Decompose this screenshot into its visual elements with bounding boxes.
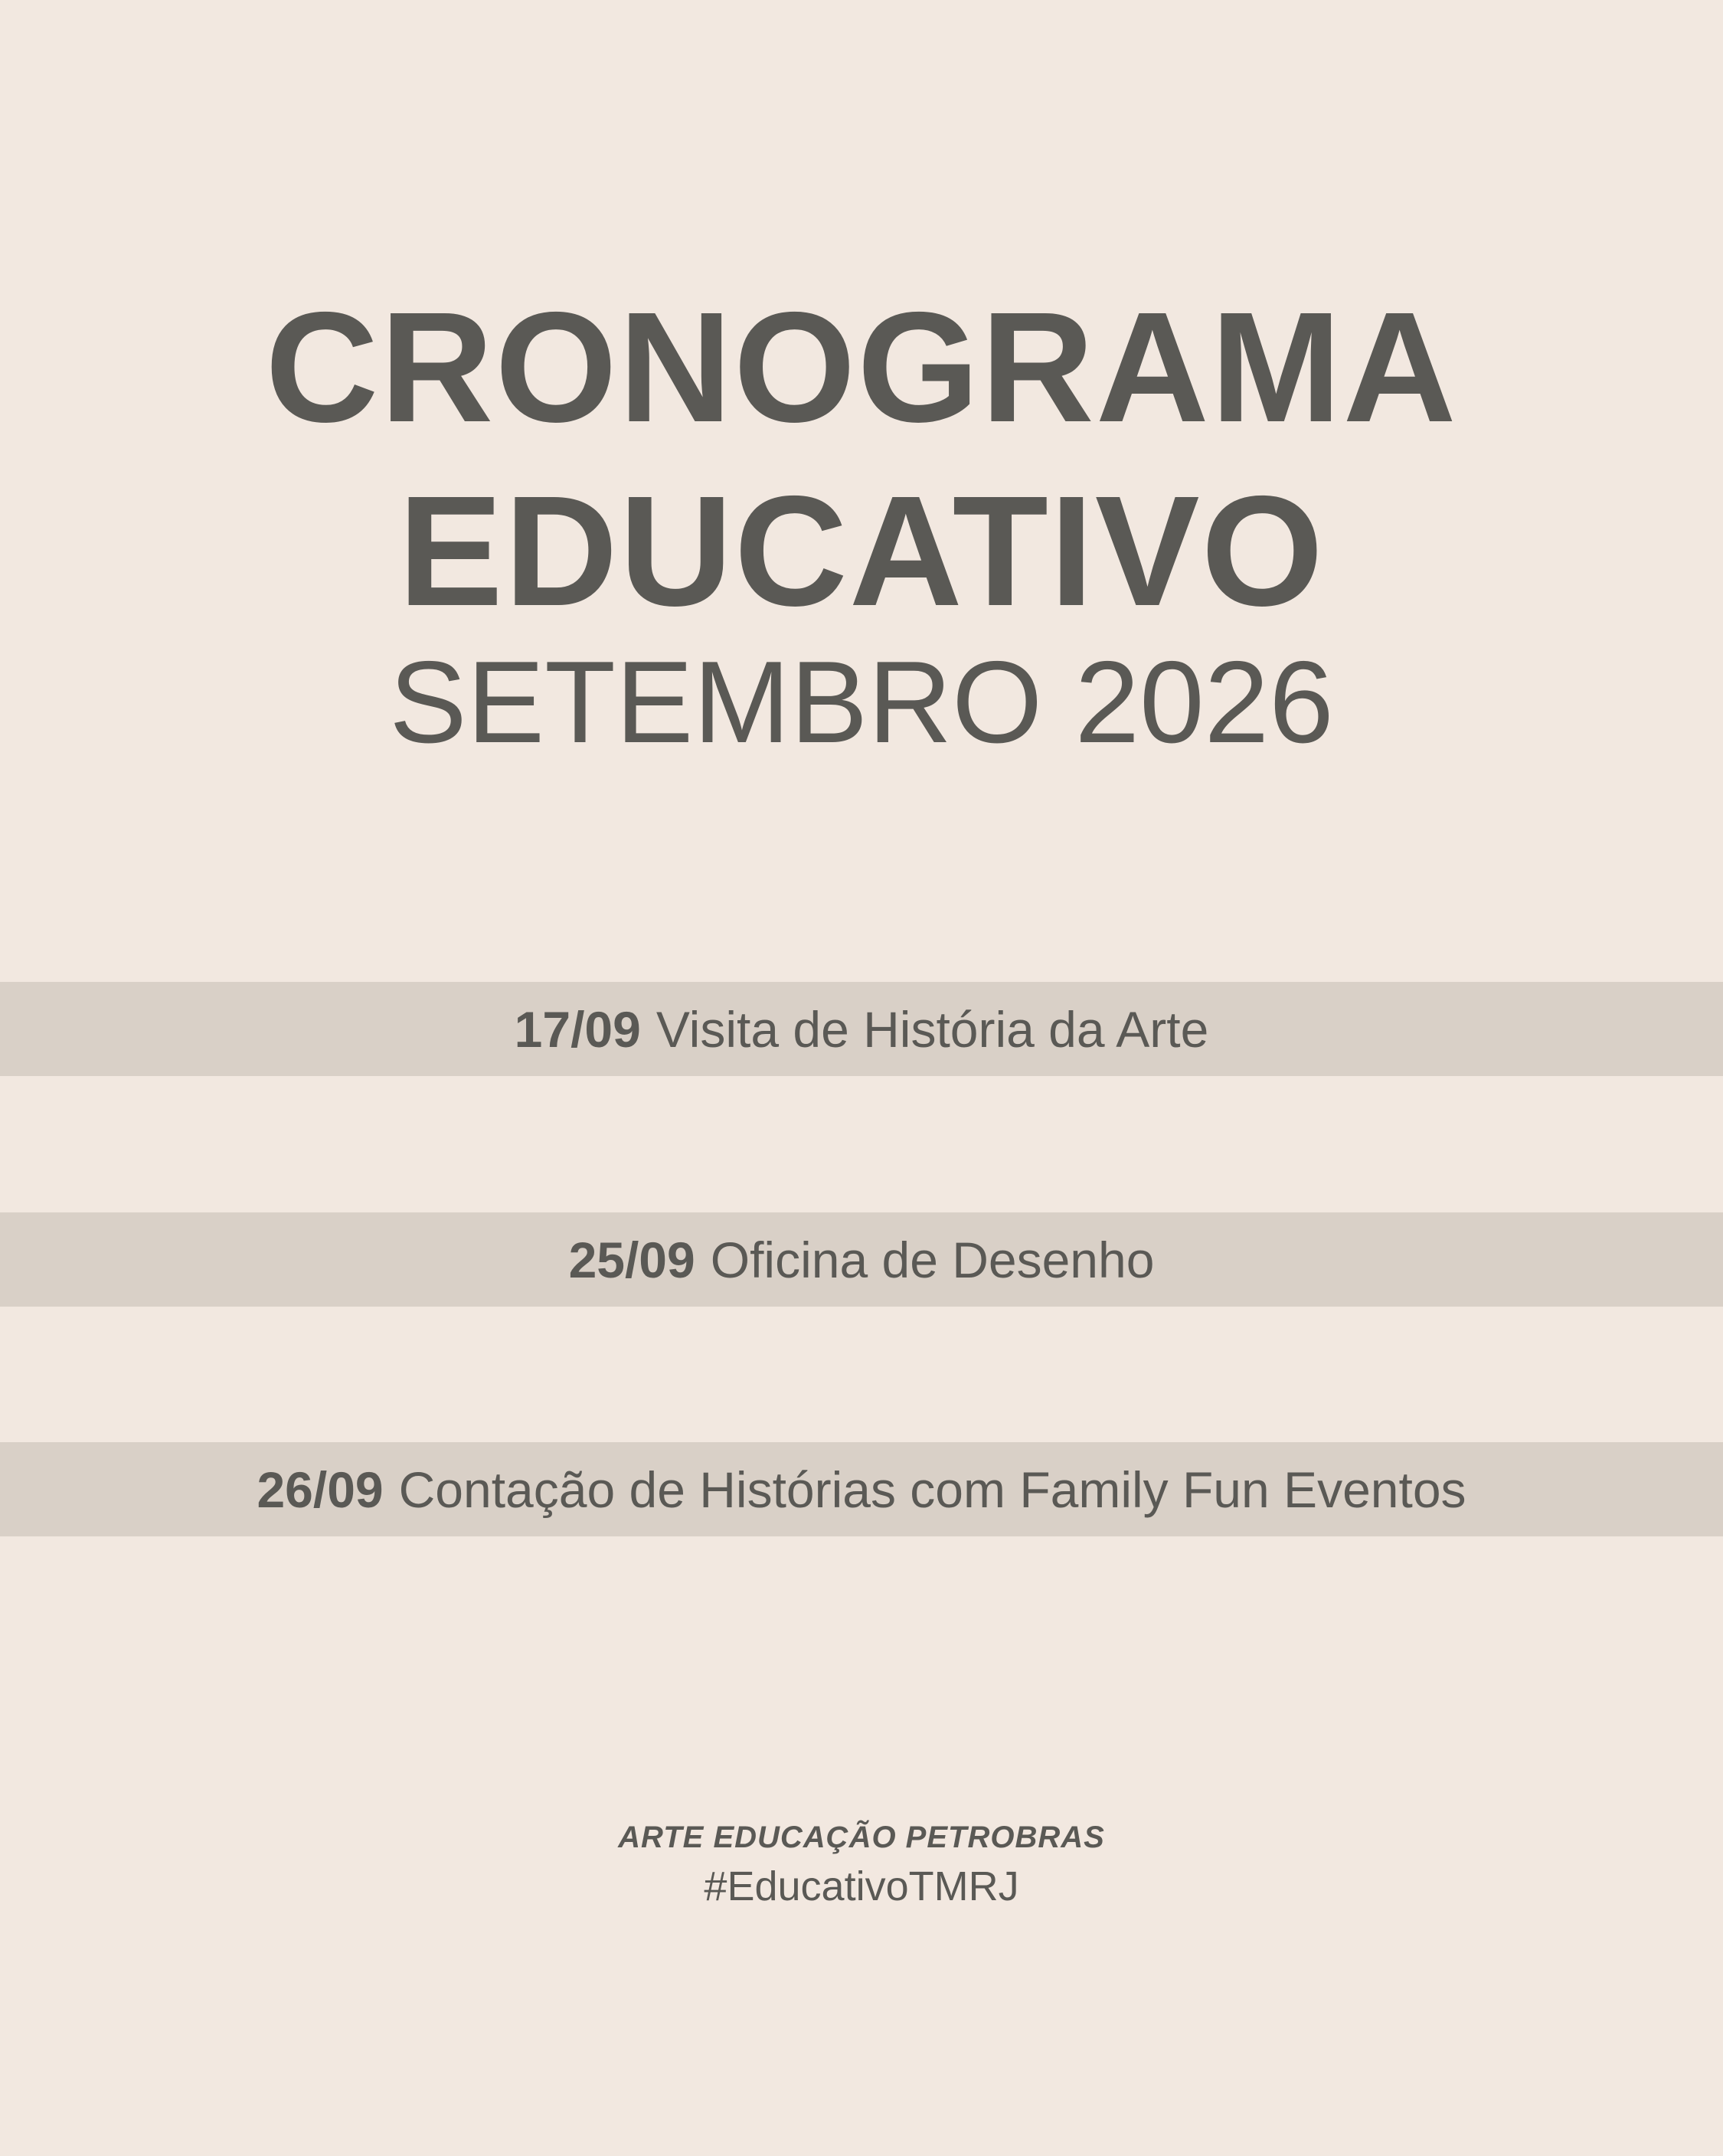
footer-hashtag: #EducativoTMRJ xyxy=(704,1863,1019,1909)
event-date: 25/09 xyxy=(568,1231,695,1288)
page-title-line-2: EDUCATIVO xyxy=(397,463,1326,639)
event-row xyxy=(0,982,1723,1076)
event-row xyxy=(0,1442,1723,1536)
event-name: Contação de Histórias com Family Fun Eventos xyxy=(398,1461,1466,1518)
footer-program-name: ARTE EDUCAÇÃO PETROBRAS xyxy=(618,1821,1105,1854)
page-subtitle: SETEMBRO 2026 xyxy=(389,637,1334,767)
event-name: Visita de História da Arte xyxy=(656,1000,1209,1058)
event-name: Oficina de Desenho xyxy=(710,1231,1155,1288)
event-date: 17/09 xyxy=(514,1000,641,1058)
page-title-line-1: CRONOGRAMA xyxy=(265,280,1458,455)
event-row xyxy=(0,1212,1723,1307)
event-date: 26/09 xyxy=(257,1461,384,1518)
